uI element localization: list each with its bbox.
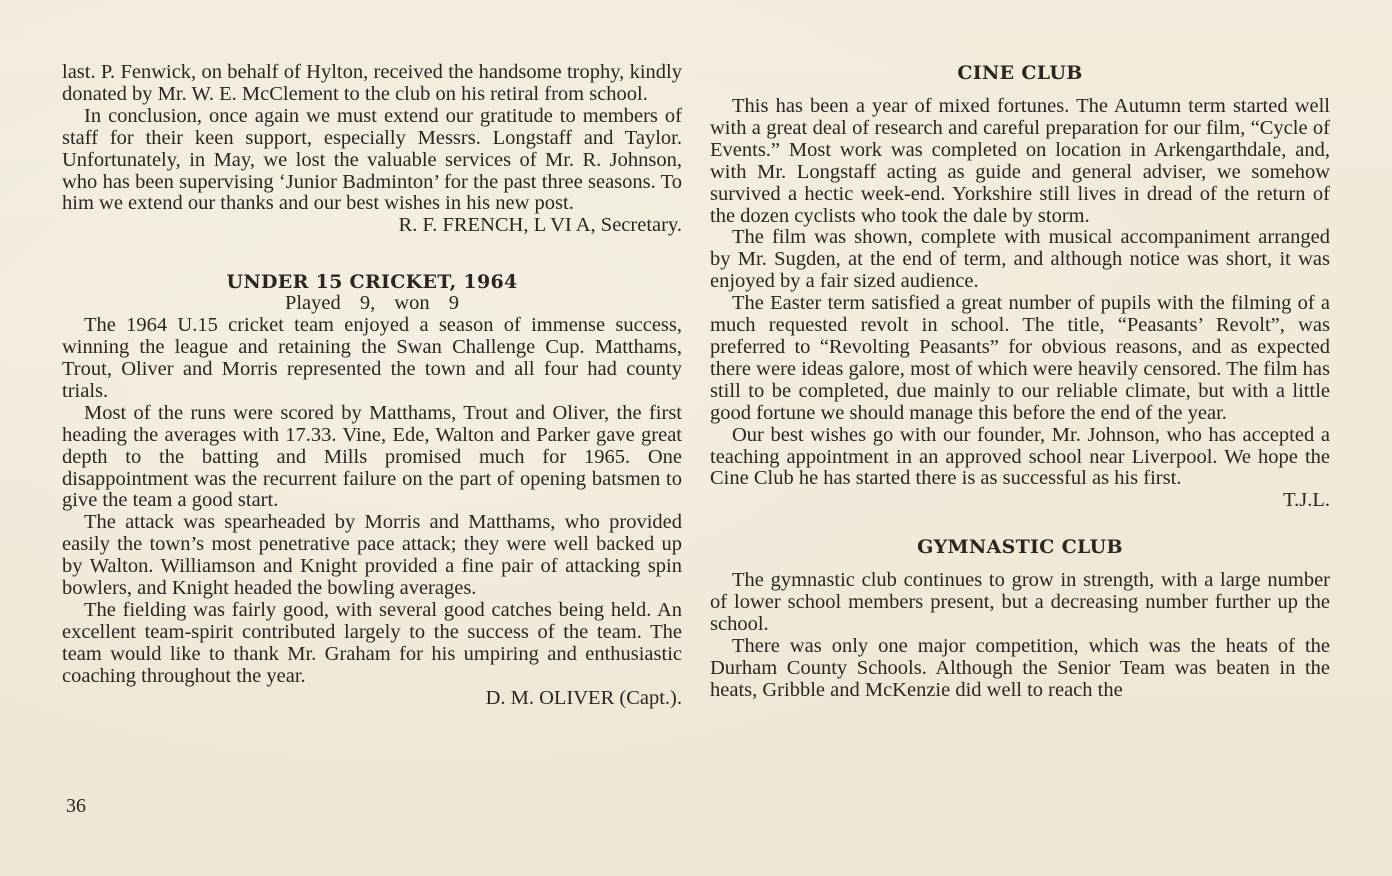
cine-club-paragraph: The Easter term satisfied a great number of pupils with the filming of a much requested revolt in school. The title, “Peasants’ Revolt”, was preferred to “Revolting Peasants” for obvious reasons, and as expected there were ideas galore, most of which were heavily censored. The film has still to be completed, due mainly to our reliable climate, but with a little good fortune we should manage this before the end of the year. [710, 292, 1330, 424]
section-gap [62, 237, 682, 271]
page-number: 36 [66, 795, 86, 817]
badminton-paragraph: last. P. Fenwick, on behalf of Hylton, received the handsome trophy, kindly donated by Mr. W. E. McClement to the club on his retiral from school. [62, 61, 682, 105]
cine-club-paragraph: This has been a year of mixed fortunes. The Autumn term started well with a great deal of research and careful preparation for our film, “Cycle of Events.” Most work was completed on location in Arkengarthdale, and, with Mr. Longstaff acting as guide and general adviser, we somehow survived a hectic week-end. Yorkshire still lives in dread of the return of the dozen cyclists who took the dale by storm. [710, 95, 1330, 227]
cricket-signature: D. M. OLIVER (Capt.). [485, 686, 682, 709]
cricket-paragraph: The attack was spearheaded by Morris and Matthams, who provided easily the town’s most penetrative pace attack; they were well backed up by Walton. Williamson and Knight provided a fine pair of attacking spin bowlers, and Knight headed the bowling averages. [62, 511, 682, 600]
section-gap [710, 512, 1330, 536]
cricket-section-title: UNDER 15 CRICKET, 1964 [226, 271, 518, 294]
gymnastic-club-paragraph: The gymnastic club continues to grow in strength, with a large number of lower school members present, but a decreasing number further up the school. [710, 569, 1330, 636]
left-column [62, 62, 682, 709]
cricket-paragraph: Most of the runs were scored by Matthams, Trout and Oliver, the first heading the averages with 17.33. Vine, Ede, Walton and Parker gave great depth to the batting and Mills promised much for 1965. One disappointment was the recurrent failure on the part of opening batsmen to give the team a good start. [62, 401, 682, 512]
cine-club-title: CINE CLUB [957, 62, 1083, 84]
cine-club-paragraph: The film was shown, complete with musical accompaniment arranged by Mr. Sugden, at the end of term, and although notice was short, it was enjoyed by a fair sized audience. [710, 226, 1330, 293]
gymnastic-club-paragraph: There was only one major competition, which was the heats of the Durham County Schools. Although the Senior Team was beaten in the heats, Gribble and McKenzie did well to reach the [710, 634, 1330, 701]
gymnastic-club-title: GYMNASTIC CLUB [917, 536, 1123, 559]
cine-club-paragraph: Our best wishes go with our founder, Mr. Johnson, who has accepted a teaching appointment in an approved school near Liverpool. We hope the Cine Club he has started there is as successful as his first. [710, 423, 1330, 490]
cricket-paragraph: The fielding was fairly good, with several good catches being held. An excellent team-spirit contributed largely to the success of the team. The team would like to thank Mr. Graham for his umpiring and enthusiastic coaching throughout the year. [62, 598, 682, 687]
cricket-record: Played 9, won 9 [284, 292, 460, 315]
right-column [710, 62, 1330, 702]
cricket-paragraph: The 1964 U.15 cricket team enjoyed a season of immense success, winning the league and retaining the Swan Challenge Cup. Matthams, Trout, Oliver and Morris represented the town and all four had county trials. [62, 314, 682, 402]
badminton-paragraph: In conclusion, once again we must extend our gratitude to members of staff for their keen support, especially Messrs. Longstaff and Taylor. Unfortunately, in May, we lost the valuable services of Mr. R. Johnson, who has been supervising ‘Junior Badminton’ for the past three seasons. To him we extend our thanks and our best wishes in his new post. [62, 104, 682, 215]
cine-club-signature: T.J.L. [1283, 489, 1330, 512]
badminton-signature: R. F. FRENCH, L VI A, Secretary. [398, 214, 682, 237]
